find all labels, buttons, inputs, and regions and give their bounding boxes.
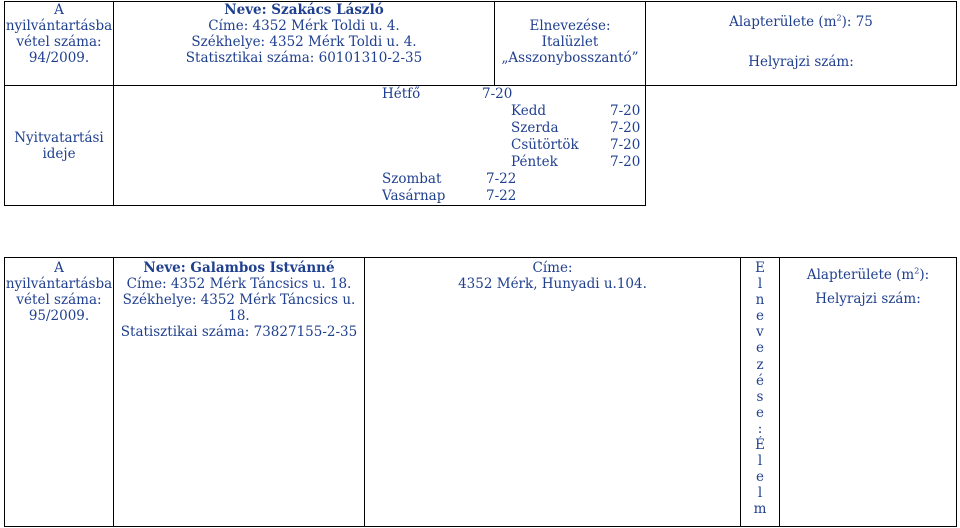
owner-seat: Székhelye: 4352 Mérk Toldi u. 4. [191, 34, 417, 50]
plot-number-label: Helyrajzi szám: [815, 291, 921, 307]
hours-time-wednesday: 7-20 [610, 120, 641, 136]
registration-number: 94/2009. [28, 50, 90, 66]
shop-name: „Asszonybosszantó” [501, 50, 639, 66]
vertical-letter: e [756, 404, 764, 421]
vertical-letter: e [756, 340, 764, 357]
record-1-registration-cell [5, 2, 114, 86]
hours-time-monday: 7-20 [482, 86, 513, 102]
shop-name-vertical-text [741, 260, 779, 518]
opening-hours-empty-cell [646, 86, 957, 206]
registration-label: A nyilvántartásba vétel száma: [5, 2, 113, 50]
vertical-letter: e [756, 469, 764, 486]
shop-type: Italüzlet [541, 34, 599, 50]
hours-day-wednesday: Szerda [511, 120, 559, 136]
hours-day-tuesday: Kedd [511, 103, 546, 119]
record-2-area-cell [780, 258, 957, 527]
vertical-letter: É [755, 437, 765, 454]
vertical-letter: E [755, 260, 765, 276]
owner-address: Címe: 4352 Mérk Táncsics u. 18. [126, 276, 352, 292]
vertical-letter: z [756, 356, 764, 373]
hours-time-saturday: 7-22 [486, 171, 517, 187]
vertical-letter: v [756, 324, 764, 341]
record-1-owner-cell [114, 2, 495, 86]
hours-day-saturday: Szombat [382, 171, 442, 187]
vertical-letter: : [757, 420, 763, 437]
record-1-table [4, 1, 957, 206]
record-1-area-cell [646, 2, 957, 86]
vertical-letter: s [756, 388, 764, 405]
hours-day-monday: Hétfő [382, 86, 421, 102]
area-label: Alapterülete $(m^2)$: [806, 266, 930, 283]
shop-name-label: Elnevezése: [529, 18, 611, 34]
owner-stat-number: Statisztikai száma: 60101310-2-35 [185, 50, 423, 66]
hours-day-thursday: Csütörtök [511, 137, 579, 153]
owner-stat-number: Statisztikai száma: 73827155-2-35 [120, 324, 358, 340]
hours-time-tuesday: 7-20 [610, 103, 641, 119]
opening-hours-label-cell [5, 86, 114, 206]
owner-address: Címe: 4352 Mérk Toldi u. 4. [208, 18, 400, 34]
vertical-letter: l [757, 276, 763, 293]
hours-day-sunday: Vasárnap [382, 188, 446, 204]
area-label: Alapterülete $(m^2)$: 75 [729, 13, 873, 30]
record-2-site-address-cell [365, 258, 741, 527]
vertical-letter: n [755, 292, 765, 309]
owner-seat: Székhelye: 4352 Mérk Táncsics u. 18. [122, 292, 356, 324]
record-2-shop-name-cell [741, 258, 780, 527]
opening-hours-schedule [114, 86, 645, 204]
opening-hours-cell [114, 86, 646, 206]
vertical-letter: e [756, 308, 764, 325]
registration-number: 95/2009. [28, 308, 90, 324]
vertical-letter: m [753, 501, 767, 518]
site-address-label: Címe: [532, 260, 573, 276]
vertical-letter: é [756, 372, 764, 389]
hours-time-friday: 7-20 [610, 154, 641, 170]
record-2-table [4, 257, 957, 527]
site-address: 4352 Mérk, Hunyadi u.104. [458, 276, 647, 292]
vertical-letter: l [757, 453, 763, 470]
vertical-letter: l [757, 485, 763, 502]
hours-time-thursday: 7-20 [610, 137, 641, 153]
hours-time-sunday: 7-22 [486, 188, 517, 204]
record-2-owner-cell [114, 258, 365, 527]
plot-number-label: Helyrajzi szám: [748, 54, 854, 70]
owner-name: Neve: Galambos Istvánné [143, 260, 335, 276]
hours-day-friday: Péntek [511, 154, 558, 170]
opening-hours-label: Nyitvatartási ideje [14, 129, 104, 162]
registration-label: A nyilvántartásba vétel száma: [5, 260, 113, 308]
record-2-registration-cell [5, 258, 114, 527]
owner-name: Neve: Szakács László [224, 2, 384, 18]
record-1-shop-name-cell [495, 2, 646, 86]
